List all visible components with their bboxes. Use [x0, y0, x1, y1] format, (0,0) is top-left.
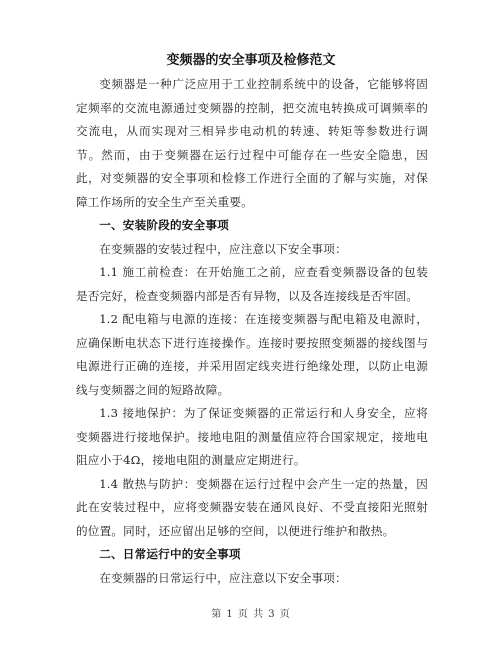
- section-2-heading: 二、日常运行中的安全事项: [99, 547, 241, 561]
- section-1-item-4: 1.4 散热与防护：变频器在运行过程中会产生一定的热量，因此在安装过程中，应将变频器安装在通风良好、不受直接阳光照射的位置。同时，还应留出足够的空间，以便进行维护和散热。: [76, 476, 428, 538]
- section-1-item-3: 1.3 接地保护：为了保证变频器的正常运行和人身安全，应将变频器进行接地保护。接地电阻的测量值应符合国家规定，接地电阻应小于4Ω，接地电阻的测量应定期进行。: [76, 406, 428, 467]
- section-1-heading: 一、安装阶段的安全事项: [99, 218, 229, 232]
- intro-paragraph: 变频器是一种广泛应用于工业控制系统中的设备，它能够将固定频率的交流电源通过变频器的控制，把交流电转换成可调频率的交流电，从而实现对三相异步电动机的转速、转矩等参数进行调节。然而，由于变频器在运行过程中可能存在一些安全隐患，因此，对变频器的安全事项和检修工作进行全面的了解与实施，对保障工作场所的安全生产至关重要。: [76, 77, 428, 209]
- section-2-intro: 在变频器的日常运行中，应注意以下安全事项：: [99, 570, 347, 585]
- page-footer: 第 1 页 共 3 页: [211, 609, 291, 620]
- document-body: [76, 73, 428, 590]
- section-1-item-1: 1.1 施工前检查：在开始施工之前，应查看变频器设备的包装是否完好，检查变频器内部是否有异物，以及各连接线是否牢固。: [76, 265, 428, 303]
- section-1-item-2: 1.2 配电箱与电源的连接：在连接变频器与配电箱及电源时，应确保断电状态下进行连接操作。连接时要按照变频器的接线图与电源进行正确的连接，并采用固定线夹进行绝缘处理，以防止电源线与变频器之间的短路故障。: [76, 312, 428, 397]
- document-title: 变频器的安全事项及检修范文: [166, 53, 336, 68]
- section-1-intro: 在变频器的安装过程中，应注意以下安全事项：: [99, 241, 347, 256]
